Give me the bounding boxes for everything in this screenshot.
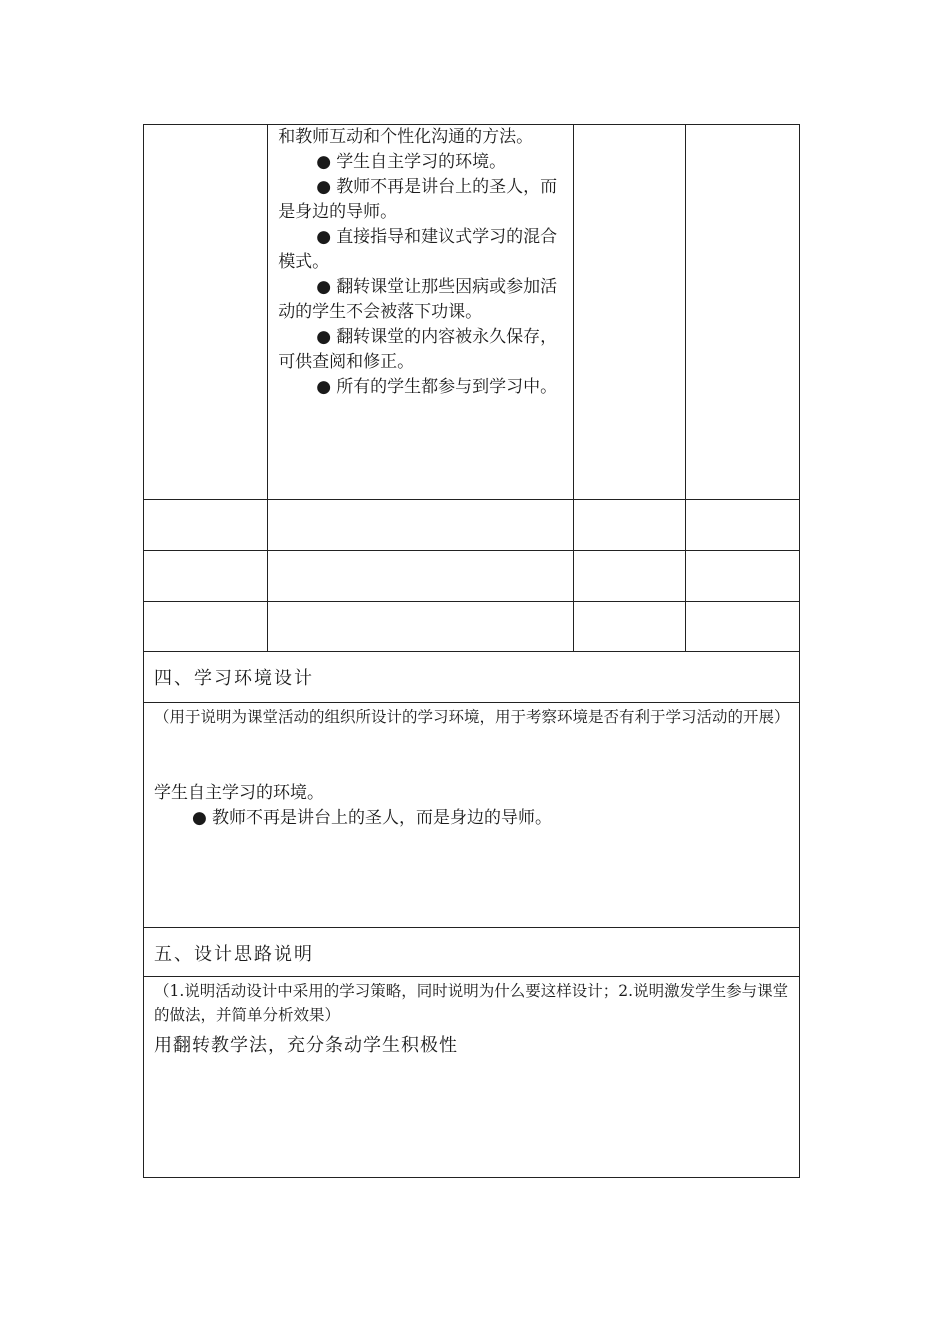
section5-body-row [144, 977, 800, 1178]
empty-row [144, 500, 800, 551]
empty-cell [268, 602, 573, 652]
section4-answer [144, 781, 799, 831]
empty-cell [144, 551, 268, 602]
bullet-text: 教师不再是讲台上的圣人，而是身边的导师。 [212, 808, 552, 828]
activity-content-cell [268, 125, 573, 500]
content-bullet-item [278, 375, 562, 400]
empty-cell [268, 551, 573, 602]
content-bullet-item [278, 175, 562, 225]
empty-cell [685, 551, 799, 602]
bullet-icon: ● [316, 377, 332, 397]
activity-row [144, 125, 800, 500]
section4-heading: 四、学习环境设计 [144, 652, 800, 703]
empty-row [144, 551, 800, 602]
empty-cell [268, 500, 573, 551]
bullet-text: 翻转课堂的内容被永久保存，可供查阅和修正。 [278, 327, 558, 372]
empty-cell [573, 602, 685, 652]
section5-note: （1.说明活动设计中采用的学习策略，同时说明为什么要这样设计；2.说明激发学生参与课堂的做法，并简单分析效果） [154, 982, 789, 1024]
section4-body [144, 703, 800, 928]
section4-heading-row [144, 652, 800, 703]
activity-student-cell [573, 125, 685, 500]
section5-heading: 五、设计思路说明 [144, 928, 800, 977]
bullet-icon: ● [192, 808, 207, 828]
content-bullet-item [278, 150, 562, 175]
bullet-text: 教师不再是讲台上的圣人，而是身边的导师。 [278, 177, 558, 222]
section4-line: 学生自主学习的环境。 [154, 783, 324, 803]
lesson-design-table [143, 124, 800, 1178]
content-bullet-item [278, 325, 562, 375]
section4-note: （用于说明为课堂活动的组织所设计的学习环境，用于考察环境是否有利于学习活动的开展） [154, 708, 790, 726]
bullet-icon: ● [316, 152, 332, 172]
bullet-icon: ● [316, 277, 332, 297]
empty-cell [144, 602, 268, 652]
empty-row [144, 602, 800, 652]
section4-body-row [144, 703, 800, 928]
content-bullet-item [278, 275, 562, 325]
bullet-icon: ● [316, 327, 332, 347]
bullet-text: 翻转课堂让那些因病或参加活动的学生不会被落下功课。 [278, 277, 558, 322]
section5-heading-row [144, 928, 800, 977]
bullet-text: 学生自主学习的环境。 [336, 152, 507, 172]
activity-intent-cell [685, 125, 799, 500]
activity-stage-cell [144, 125, 268, 500]
empty-cell [144, 500, 268, 551]
empty-cell [685, 602, 799, 652]
bullet-icon: ● [316, 227, 332, 247]
bullet-icon: ● [316, 177, 332, 197]
bullet-text: 直接指导和建议式学习的混合模式。 [278, 227, 558, 272]
bullet-text: 所有的学生都参与到学习中。 [336, 377, 558, 397]
empty-cell [573, 551, 685, 602]
empty-cell [685, 500, 799, 551]
section5-body [144, 977, 800, 1178]
content-line: 和教师互动和个性化沟通的方法。 [278, 127, 534, 147]
empty-cell [573, 500, 685, 551]
section5-answer: 用翻转教学法，充分条动学生积极性 [154, 1035, 458, 1056]
section4-bullet-item [154, 806, 789, 831]
content-bullet-item [278, 225, 562, 275]
